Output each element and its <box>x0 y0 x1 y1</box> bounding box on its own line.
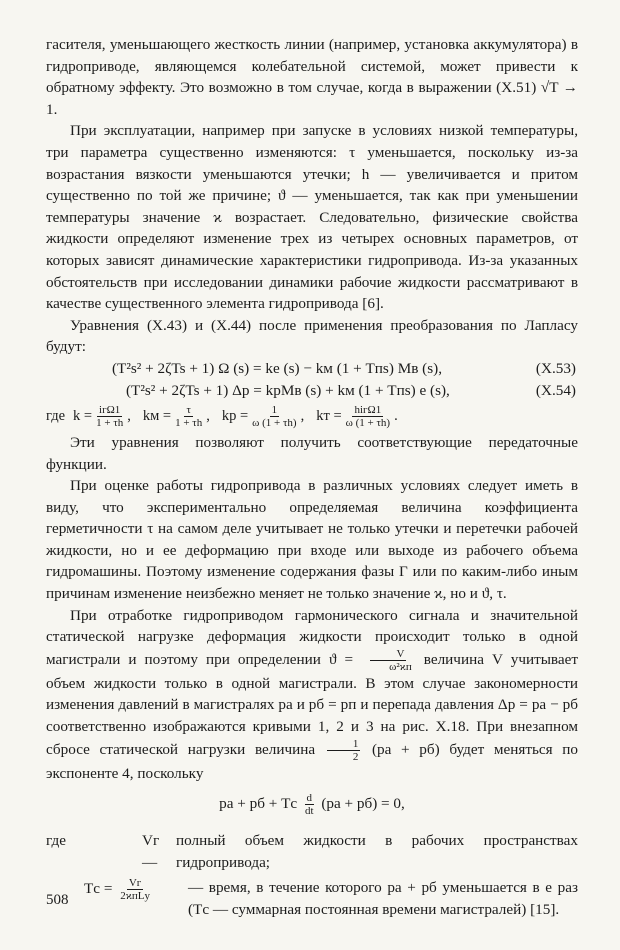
fraction-num: τ <box>186 404 191 417</box>
definition-tc <box>46 877 578 920</box>
fraction-den: dt <box>304 805 314 818</box>
k-label: k = <box>73 408 93 425</box>
definition-vg <box>46 830 578 873</box>
where-label: где <box>46 832 66 850</box>
fraction-num: 1 <box>327 738 361 751</box>
theta-fraction <box>363 648 414 673</box>
fraction-num: d <box>306 792 312 805</box>
tc-label: Tс = <box>84 880 113 898</box>
equation-number: (X.53) <box>535 360 576 378</box>
where-label: где <box>46 408 66 425</box>
paragraph-4: Эти уравнения позволяют получить соответствующие передаточные функции. <box>46 433 578 473</box>
kp-label: kр = <box>221 408 249 425</box>
tc-fraction <box>118 877 152 902</box>
eq-left: pа + pб + Tс <box>219 795 298 813</box>
kt-fraction <box>344 404 392 429</box>
fraction-den: ω (1 + τh) <box>252 417 297 430</box>
fraction-num: 1 <box>271 404 278 417</box>
paragraph-1: гасителя, уменьшающего жесткость линии (например, установка аккумулятора) в гидроприводе, являющемся колебательной системой, может привести к обратному эффекту. Это возможно в том случае, когда в выражении (X.51) √T → 1. <box>46 36 578 118</box>
half-fraction <box>327 738 361 763</box>
fraction-den: 2ϰпLу <box>120 890 150 903</box>
derivative-fraction <box>303 792 316 817</box>
fraction-num: hiгΩ1 <box>354 404 382 417</box>
paragraph-6 <box>46 605 578 785</box>
fraction-num: V <box>370 648 406 661</box>
fraction-num: iгΩ1 <box>99 404 121 417</box>
vg-text: полный объем жидкости в рабочих пространствах гидропривода; <box>176 832 578 871</box>
paragraph-3: Уравнения (X.43) и (X.44) после применения преобразования по Лапласу будут: <box>46 316 578 356</box>
fraction-num: Vг <box>128 877 142 890</box>
text-run: величина V учитывает объем жидкости только в одной магистрали. В этом случае закономерности изменения давлений в магистралях pа и pб = pп и перепада давления Δp = pа − pб соответственно изображаются кривыми 1, 2 и 3 на рис. X.18. При внезапном сбросе статической нагрузки величина <box>46 650 579 758</box>
page-number: 508 <box>46 892 69 908</box>
equation-expr: (T²s² + 2ζTs + 1) Ω (s) = ke (s) − kм (1 + Tпs) Mв (s), <box>112 360 442 378</box>
k-fraction <box>94 404 125 429</box>
equation-x53 <box>46 358 578 380</box>
text-run: При отработке гидроприводом гармонического сигнала и значительной статической нагрузке деформация жидкости происходит только в одной магистрали и поэтому при определении <box>46 606 578 668</box>
eq-right: (pа + pб) = 0, <box>321 795 405 813</box>
km-fraction <box>173 404 204 429</box>
fraction-den: 1 + τh <box>175 417 203 430</box>
page-body <box>46 34 578 921</box>
tc-text: — время, в течение которого pа + pб уменьшается в e раз (Tс — суммарная постоянная времени магистралей) [15]. <box>188 879 578 918</box>
vg-symbol: Vг — <box>142 832 160 871</box>
paragraph-5: При оценке работы гидропривода в различных условиях следует иметь в виду, что экспериментально определяемая величина коэффициента герметичности τ на самом деле учитывает не только утечки и перетечки рабочей жидкости, но и ее деформацию при входе или выходе из рабочего объема гидромашины. Поэтому изменение содержания фазы Г или по каким-либо иным причинам изменение неизбежно меняет не только значение ϰ, но и ϑ, τ. <box>46 477 578 603</box>
kt-label: kт = <box>316 408 342 425</box>
equation-number: (X.54) <box>535 382 576 400</box>
fraction-den: 1 + τh <box>96 417 124 430</box>
kp-fraction <box>250 404 298 429</box>
fraction-den: 2 <box>352 750 359 763</box>
symbol-definitions <box>46 830 578 920</box>
equation-expr: (T²s² + 2ζTs + 1) Δp = kрMв (s) + kм (1 + Tпs) e (s), <box>126 382 450 400</box>
paragraph-2: При эксплуатации, например при запуске в условиях низкой температуры, три параметра существенно изменяются: τ уменьшается, поскольку из-за возрастания вязкости уменьшаются утечки; h — увеличивается и притом существенно по той же причине; ϑ — уменьшается, так как при уменьшении температуры значение ϰ возрастает. Следовательно, физические свойства жидкости определяют изменение трех из четырех основных параметров, от которых зависят динамические характеристики гидропривода. Из-за указанных обстоятельств при исследовании динамики рабочие жидкости рассматривают в качестве существенного элемента гидропривода [6]. <box>46 122 578 313</box>
text-run: (pа + pб) будет меняться по экспоненте 4, поскольку <box>46 740 579 782</box>
theta-label: ϑ = <box>328 650 354 668</box>
km-label: kм = <box>142 408 172 425</box>
fraction-den: ω (1 + τh) <box>345 417 391 430</box>
pressure-equation <box>46 784 578 824</box>
equation-x54 <box>46 380 578 402</box>
coefficient-definitions: где k = $\frac{\text{iгΩ1}}{1 + \tau h}$ , kм = $\frac{\tau}{1 + \tau h}$ , kр = $\frac{1}{\omega (1 + \tau h)}$ , kт = $\frac{\text{hiгΩ1}}{\omega (1 + \tau h)}$ . <box>46 404 398 430</box>
fraction-den: ω²ϰп <box>389 660 412 673</box>
